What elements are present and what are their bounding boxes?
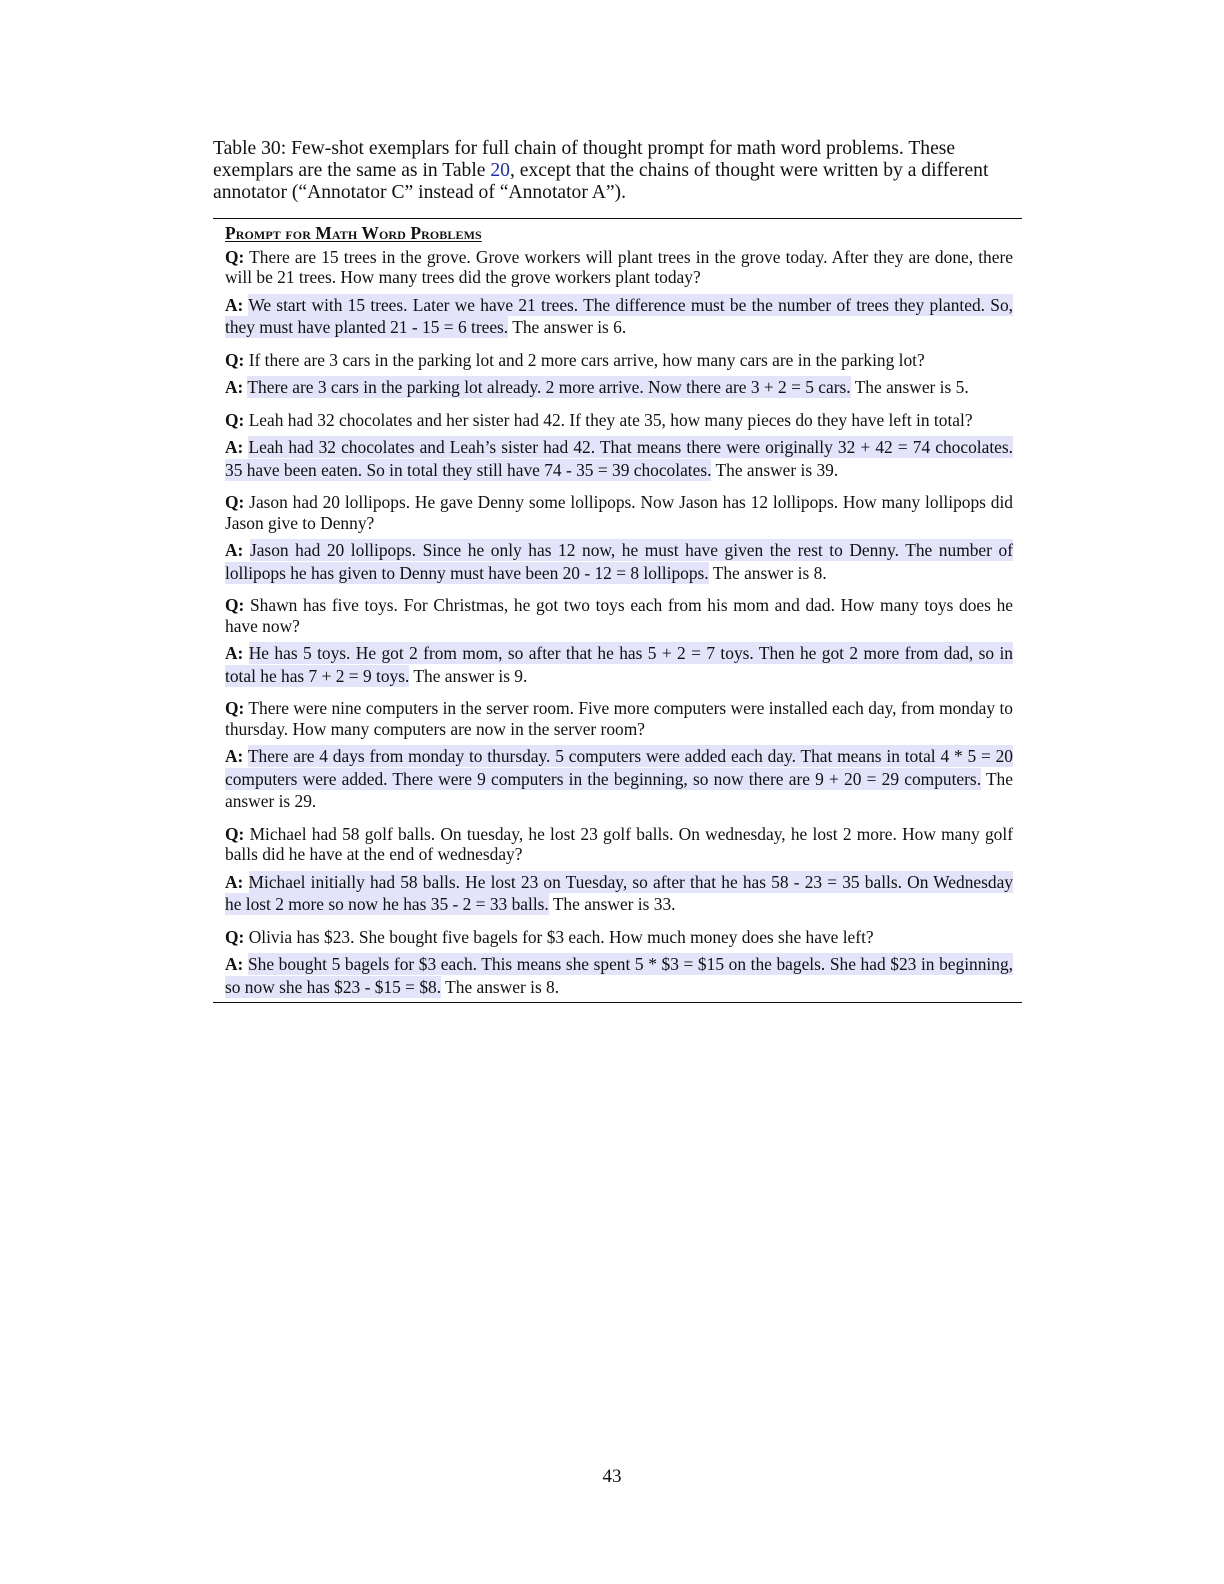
question-line bbox=[225, 927, 1013, 948]
answer-label: A: bbox=[225, 746, 244, 766]
answer-label: A: bbox=[225, 643, 244, 663]
question-label: Q: bbox=[225, 409, 245, 430]
exemplar-list bbox=[225, 247, 1013, 999]
question-label: Q: bbox=[225, 246, 245, 267]
question-label: Q: bbox=[225, 926, 245, 947]
question-text: Shawn has five toys. For Christmas, he got two toys each from his mom and dad. How many toys does he have now? bbox=[225, 595, 1013, 636]
answer-line bbox=[225, 642, 1013, 687]
caption-text-prefix: Table 30: Few-shot exemplars for full chain of thought prompt for math word problems. These exemplars are the same as in Table bbox=[213, 138, 956, 181]
chain-of-thought-highlight: There are 4 days from monday to thursday. 5 computers were added each day. That means in total 4 * 5 = 20 computers were added. There were 9 computers in the beginning, so now there are 9 + 20 = 29 computers. bbox=[225, 746, 1013, 789]
exemplar-item bbox=[225, 492, 1013, 584]
table-reference-link[interactable]: 20 bbox=[490, 160, 510, 181]
answer-line bbox=[225, 871, 1013, 916]
question-text: There were nine computers in the server room. Five more computers were installed each day, from monday to thursday. How many computers are now in the server room? bbox=[225, 698, 1013, 739]
exemplar-item bbox=[225, 927, 1013, 999]
question-text: Michael had 58 golf balls. On tuesday, he lost 23 golf balls. On wednesday, he lost 2 more. How many golf balls did he have at the end of wednesday? bbox=[225, 823, 1013, 864]
exemplar-item bbox=[225, 595, 1013, 687]
prompt-heading: Prompt for Math Word Problems bbox=[225, 223, 482, 243]
question-text: If there are 3 cars in the parking lot and 2 more cars arrive, how many cars are in the parking lot? bbox=[248, 349, 925, 370]
page-number: 43 bbox=[602, 1466, 622, 1487]
table-top-rule bbox=[213, 218, 1022, 219]
final-answer-text: The answer is 6. bbox=[512, 317, 627, 337]
exemplar-item bbox=[225, 350, 1013, 399]
table-bottom-rule bbox=[213, 1002, 1022, 1003]
answer-line bbox=[225, 539, 1013, 584]
answer-line bbox=[225, 436, 1013, 481]
question-label: Q: bbox=[225, 349, 245, 370]
caption-text-suffix: , except that the chains of thought were written by a different annotator (“Annotator C” instead of “Annotator A”). bbox=[213, 160, 989, 203]
exemplar-item bbox=[225, 698, 1013, 813]
final-answer-text: The answer is 33. bbox=[552, 894, 676, 914]
exemplar-item bbox=[225, 410, 1013, 482]
question-text: Leah had 32 chocolates and her sister had 42. If they ate 35, how many pieces do they have left in total? bbox=[248, 409, 973, 430]
answer-label: A: bbox=[225, 540, 244, 560]
question-line bbox=[225, 247, 1013, 288]
table-caption bbox=[213, 138, 1013, 204]
question-line bbox=[225, 492, 1013, 533]
question-line bbox=[225, 595, 1013, 636]
question-label: Q: bbox=[225, 492, 245, 512]
answer-label: A: bbox=[225, 437, 244, 457]
question-label: Q: bbox=[225, 595, 245, 615]
chain-of-thought-highlight: Jason had 20 lollipops. Since he only has 12 now, he must have given the rest to Denny. The number of lollipops he has given to Denny must have been 20 - 12 = 8 lollipops. bbox=[225, 540, 1013, 583]
final-answer-text: The answer is 29. bbox=[225, 768, 1013, 811]
exemplar-item bbox=[225, 247, 1013, 339]
answer-line bbox=[225, 953, 1013, 998]
final-answer-text: The answer is 9. bbox=[413, 665, 528, 686]
exemplar-item bbox=[225, 824, 1013, 916]
answer-line bbox=[225, 294, 1013, 339]
question-line bbox=[225, 350, 1013, 371]
question-text: Olivia has $23. She bought five bagels for $3 each. How much money does she have left? bbox=[248, 926, 874, 947]
final-answer-text: The answer is 39. bbox=[715, 459, 839, 480]
question-line bbox=[225, 824, 1013, 865]
question-line bbox=[225, 698, 1013, 739]
final-answer-text: The answer is 5. bbox=[854, 377, 969, 397]
chain-of-thought-highlight: Leah had 32 chocolates and Leah’s sister had 42. That means there were originally 32 + 42 = 74 chocolates. 35 have been eaten. So in total they still have 74 - 35 = 39 chocolates. bbox=[225, 437, 1013, 480]
chain-of-thought-highlight: There are 3 cars in the parking lot already. 2 more arrive. Now there are 3 + 2 = 5 cars. bbox=[247, 377, 851, 397]
prompt-table bbox=[225, 223, 1013, 1009]
answer-label: A: bbox=[225, 954, 244, 974]
chain-of-thought-highlight: We start with 15 trees. Later we have 21 trees. The difference must be the number of trees they planted. So, they must have planted 21 - 15 = 6 trees. bbox=[225, 294, 1013, 337]
question-label: Q: bbox=[225, 698, 245, 718]
question-label: Q: bbox=[225, 823, 245, 844]
final-answer-text: The answer is 8. bbox=[445, 976, 560, 997]
chain-of-thought-highlight: Michael initially had 58 balls. He lost 23 on Tuesday, so after that he has 58 - 23 = 35 balls. On Wednesday he lost 2 more so now he has 35 - 2 = 33 balls. bbox=[225, 871, 1013, 914]
chain-of-thought-highlight: She bought 5 bagels for $3 each. This means she spent 5 * $3 = $15 on the bagels. She had $23 in beginning, so now she has $23 - $15 = $8. bbox=[225, 954, 1013, 997]
question-line bbox=[225, 410, 1013, 431]
answer-line bbox=[225, 745, 1013, 813]
answer-label: A: bbox=[225, 871, 244, 892]
question-text: Jason had 20 lollipops. He gave Denny some lollipops. Now Jason has 12 lollipops. How many lollipops did Jason give to Denny? bbox=[225, 492, 1013, 533]
answer-label: A: bbox=[225, 294, 244, 315]
question-text: There are 15 trees in the grove. Grove workers will plant trees in the grove today. After they are done, there will be 21 trees. How many trees did the grove workers plant today? bbox=[225, 246, 1013, 287]
final-answer-text: The answer is 8. bbox=[712, 562, 827, 583]
answer-label: A: bbox=[225, 377, 244, 397]
chain-of-thought-highlight: He has 5 toys. He got 2 from mom, so after that he has 5 + 2 = 7 toys. Then he got 2 more from dad, so in total he has 7 + 2 = 9 toys. bbox=[225, 643, 1013, 686]
answer-line bbox=[225, 376, 1013, 399]
